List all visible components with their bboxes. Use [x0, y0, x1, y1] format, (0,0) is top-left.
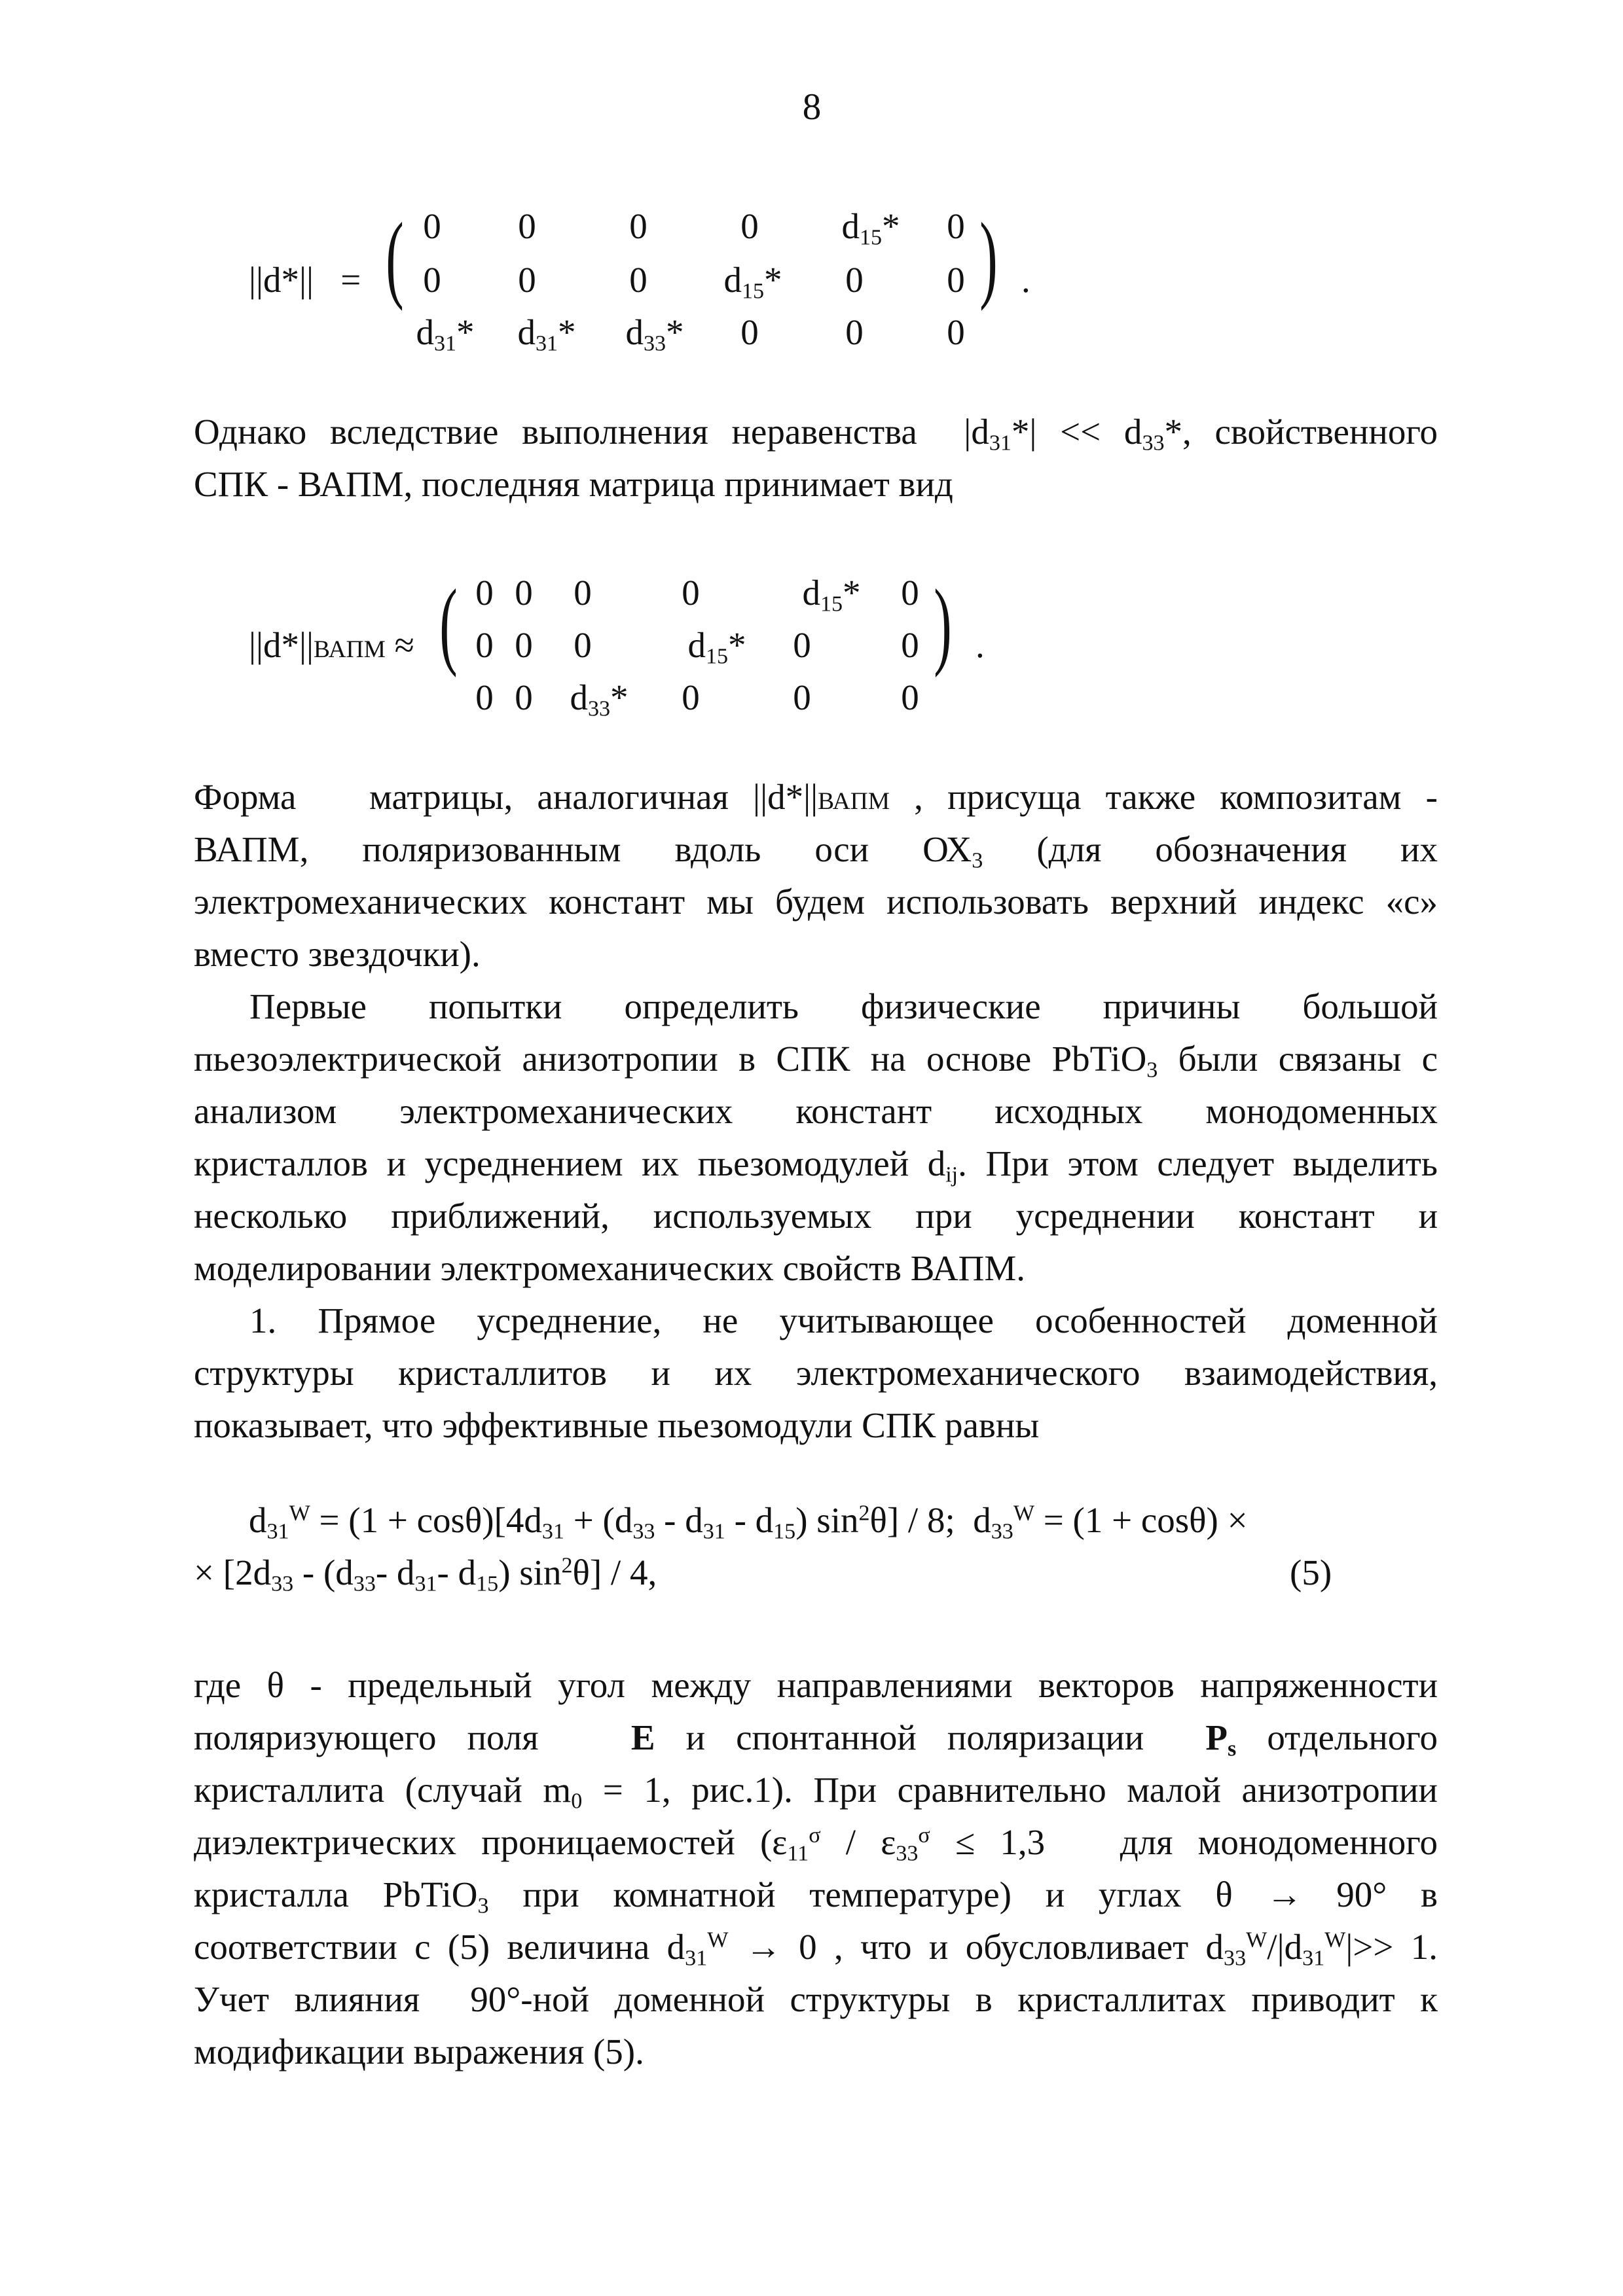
matrix-cell: 0 [475, 677, 494, 717]
matrix-cell: 0 [901, 677, 919, 717]
matrix-cell: 0 [515, 573, 533, 613]
right-paren: ) [934, 569, 952, 678]
matrix-cell: 0 [475, 573, 494, 613]
matrix-cell: $d_{15}*$ [687, 625, 746, 669]
matrix-cell: 0 [629, 260, 647, 300]
period: . [1021, 260, 1030, 300]
matrix-cell: $d_{31}*$ [416, 312, 475, 356]
matrix-cell: 0 [740, 206, 759, 246]
paragraph-form: Форма матрицы, аналогичная ||d*||ВАПМ , присуща также композитам - ВАПМ, поляризованным вдоль оси $ОХ_3$ (для обозначения их электромеханических констант мы будем использовать верхний индекс «с» вместо звездочки). Первые попытки определить физические причины большой пьезоэлектрической анизотропии в СПК на основе PbTiO$_3$ были связаны с анализом электромеханических констант исходных монодоменных кристаллов и усреднением их пьезомодулей $d_{ij}$. При этом следует выделить несколько приближений, используемых при усреднении констант и моделировании электромеханических свойств ВАПМ. 1. Прямое усреднение, не учитывающее особенностей доменной структуры кристаллитов и их электромеханического взаимодействия, показывает, что эффективные пьезомодули СПК равны [194, 777, 1438, 1445]
matrix-cell: 0 [947, 312, 965, 352]
matrix-cell: 0 [845, 260, 864, 300]
matrix-cell: 0 [518, 206, 536, 246]
matrix-cell: 0 [682, 677, 700, 717]
matrix-cell: $d_{33}*$ [625, 312, 684, 356]
paragraph-where: где θ - предельный угол между направлениями векторов напряженности поляризующего поля E и спонтанной поляризации $P_s$ отдельного кристаллита (случай $m_0 = 1$, рис.1). При сравнительно малой анизотропии диэлектрических проницаемостей ($\varepsilon_{11}^\sigma / \varepsilon_{33}^\sigma \le 1,3$ для монодоменного кристалла PbTiO$_3$ при комнатной температуре) и углах θ → 90° в соответствии с (5) величина $d_{31}^W \to 0$ , что и обусловливает $d_{33}^W/|d_{31}^W|>> 1$. Учет влияния 90°-ной доменной структуры в кристаллитах приводит к модификации выражения (5). [194, 1665, 1438, 2072]
period: . [976, 625, 985, 665]
page-number: 8 [802, 86, 822, 128]
matrix-cell: 0 [947, 206, 965, 246]
equation-5-line-1: $d_{31}^W = (1 + \cos\theta)[4d_{31} + (d_{33} - d_{31} - d_{15})$ $\sin^2\theta] / 8$; $d_{33}^W = (1 + \cos\theta)$ × [249, 1500, 1248, 1544]
matrix-cell: 0 [515, 677, 533, 717]
right-paren: ) [979, 203, 998, 312]
matrix-cell: 0 [475, 625, 494, 665]
paragraph-intro: Однако вследствие выполнения неравенства $|d_{31}*| << d_{33}*$, свойственного СПК - ВАПМ, последняя матрица принимает вид [194, 412, 1438, 504]
matrix-cell: 0 [515, 625, 533, 665]
matrix-cell: $d_{33}*$ [570, 677, 629, 721]
matrix-cell: $d_{31}*$ [517, 312, 576, 356]
matrix-cell: 0 [423, 260, 441, 300]
equation-5-line-2: × [$2d_{33} - (d_{33}-$ $d_{31}-$ $d_{15}$) $\sin^2\theta] / 4$, [194, 1552, 657, 1596]
matrix-cell: 0 [574, 625, 592, 665]
matrix-label: ||d*||ВАПМ ≈ [249, 625, 414, 665]
matrix-cell: 0 [793, 625, 811, 665]
matrix-cell: $d_{15}*$ [802, 573, 861, 617]
matrix-cell: 0 [518, 260, 536, 300]
matrix-cell: $d_{15}*$ [723, 260, 782, 304]
matrix-cell: 0 [740, 312, 759, 352]
matrix-label: ||d*|| = [249, 260, 361, 300]
matrix-cell: 0 [845, 312, 864, 352]
matrix-cell: 0 [423, 206, 441, 246]
matrix-cell: 0 [901, 573, 919, 613]
matrix-cell: 0 [682, 573, 700, 613]
left-paren: ( [439, 569, 458, 678]
matrix-cell: 0 [947, 260, 965, 300]
left-paren: ( [386, 203, 404, 312]
matrix-cell: $d_{15}*$ [841, 206, 900, 250]
equation-number: (5) [1290, 1552, 1332, 1592]
matrix-cell: 0 [901, 625, 919, 665]
matrix-cell: 0 [793, 677, 811, 717]
matrix-cell: 0 [629, 206, 647, 246]
matrix-cell: 0 [574, 573, 592, 613]
